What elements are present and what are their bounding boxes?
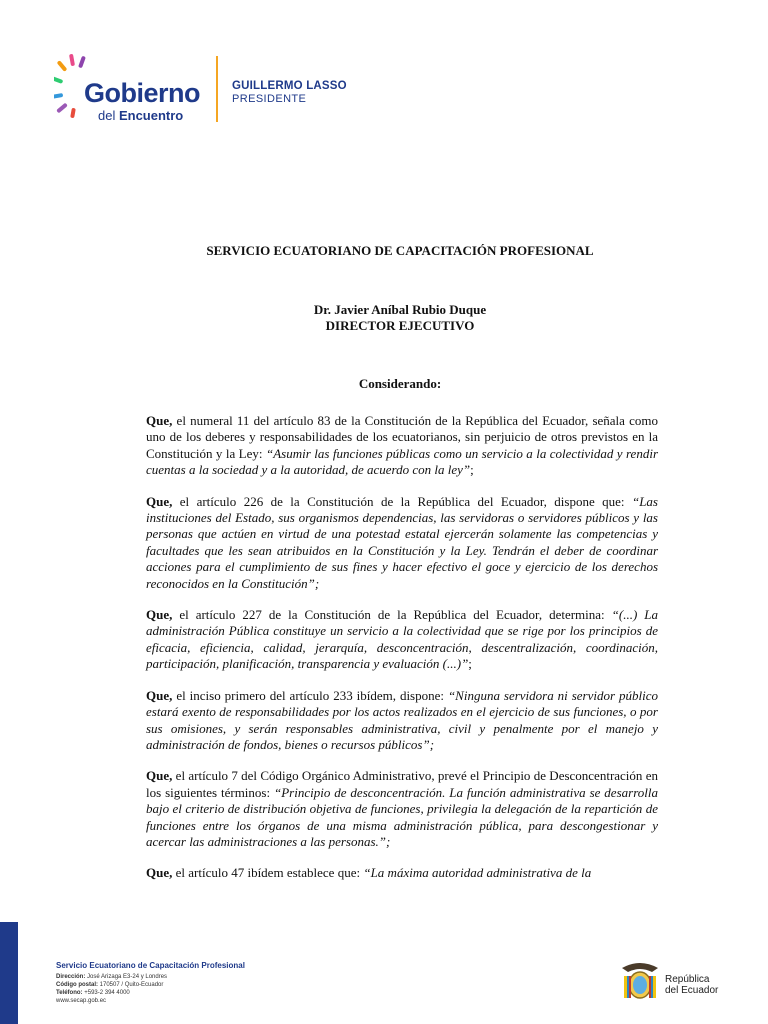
paragraph-5: Que, el artículo 7 del Código Orgánico Administrativo, prevé el Principio de Desconcentración en los siguientes términos: “Principio de desconcentración. La función administrativa se desarrolla bajo el criterio de distribución objetiva de funciones, privilegia la delegación de la repartición de funciones entre los órganos de una misma administración pública, para descongestionar y acercar las administraciones a las personas.”;	[146, 768, 658, 849]
footer-side-bar	[0, 922, 18, 1024]
footer-website: www.secap.gob.ec	[56, 998, 107, 1004]
paragraph-4: Que, el inciso primero del artículo 233 ibídem, dispone: “Ninguna servidora ni servidor público estará exento de responsabilidades por los actos realizados en el ejercicio de sus funciones, o por sus omisiones, y serán responsables administrativa, civil y penalmente por el manejo y administración de fondos, bienes o recursos públicos”;	[146, 687, 658, 752]
logo-divider	[216, 56, 218, 122]
signer-name: Dr. Javier Aníbal Rubio Duque	[313, 302, 487, 317]
signer-role: DIRECTOR EJECUTIVO	[325, 318, 475, 333]
republic-wordmark: República del Ecuador	[665, 974, 719, 996]
president-name: GUILLERMO LASSO	[232, 80, 347, 92]
document-title: SERVICIO ECUATORIANO DE CAPACITACIÓN PROFESIONAL	[206, 243, 594, 258]
logo-sub-text: del Encuentro	[98, 108, 184, 123]
footer-postal: Código postal: 170507 / Quito-Ecuador	[56, 982, 164, 988]
paragraph-2: Que, el artículo 226 de la Constitución de la República del Ecuador, dispone que: “Las instituciones del Estado, sus organismos dependencias, las servidoras o servidores públicos y las personas que actúen en virtud de una potestad estatal ejercerán solamente las competencias y facultades que les sean atribuidos en la Constitución y la Ley. Tendrán el deber de coordinar acciones para el cumplimiento de sus fines y hacer efectivo el goce y ejercicio de los derechos reconocidos en la Constitución”;	[146, 493, 658, 591]
footer-contact	[56, 961, 316, 1005]
paragraph-3: Que, el artículo 227 de la Constitución de la República del Ecuador, determina: “(...) La administración Pública constituye un servicio a la colectividad que se rige por los principios de eficacia, eficiencia, calidad, jerarquía, desconcentración, descentralización, coordinación, participación, planificación, transparencia y evaluación (...)”;	[146, 607, 658, 672]
footer-phone: Teléfono: +593-2 394 4000	[56, 990, 130, 996]
considerando-heading: Considerando:	[358, 376, 442, 391]
coat-of-arms-icon	[618, 958, 662, 1004]
government-logo	[54, 52, 374, 132]
footer-address: Dirección: José Arizaga E3-24 y Londres	[56, 974, 168, 980]
signer-block	[0, 302, 768, 334]
logo-main-text: Gobierno	[84, 78, 200, 108]
footer-org-name: Servicio Ecuatoriano de Capacitación Profesional	[56, 961, 245, 970]
document-body	[146, 413, 658, 897]
president-title: PRESIDENTE	[232, 93, 307, 105]
paragraph-1: Que, el numeral 11 del artículo 83 de la Constitución de la República del Ecuador, señala como uno de los deberes y responsabilidades de los ecuatorianos, sin perjuicio de otros previstos en la Constitución y la Ley: “Asumir las funciones públicas como un servicio a la colectividad y rendir cuentas a la sociedad y a la autoridad, de acuerdo con la ley”;	[146, 413, 659, 478]
paragraph-6: Que, el artículo 47 ibídem establece que: “La máxima autoridad administrativa de la	[146, 865, 592, 881]
